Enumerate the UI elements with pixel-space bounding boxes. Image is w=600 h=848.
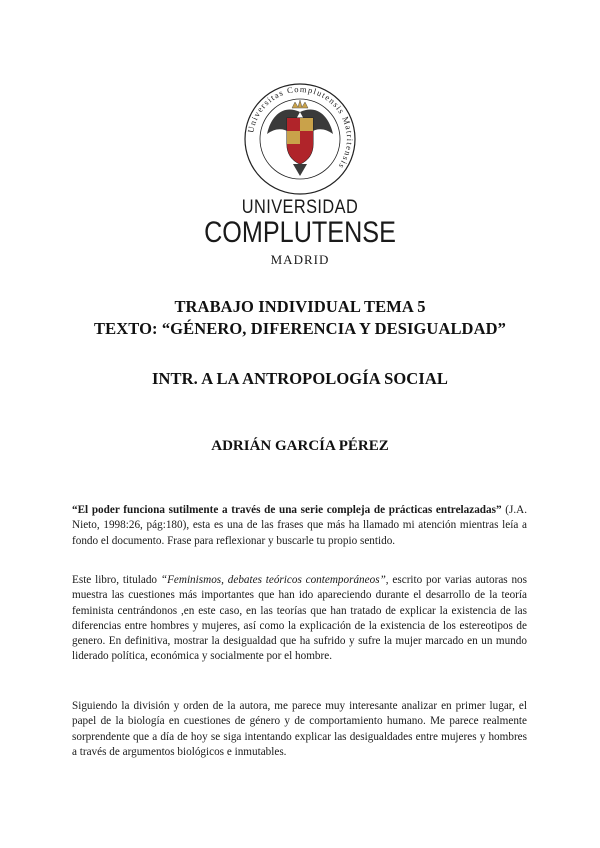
university-name-line1: UNIVERSIDAD: [241, 197, 359, 218]
author-name: ADRIÁN GARCÍA PÉREZ: [211, 438, 389, 454]
paragraph-2: [72, 573, 527, 665]
university-name-line2: COMPLUTENSE: [204, 216, 396, 249]
paragraph-3: [72, 699, 527, 760]
paragraph-1: [72, 503, 527, 549]
paragraph-3-text: Siguiendo la división y orden de la autora, me parece muy interesante analizar en primer lugar, el papel de la biología en cuestiones de género y de comportamiento humano. Me parece realmente sorprendente que a día de hoy se siga intentando explicar las desigualdades entre mujeres y hombres a través de argumentos biológicos e inmutables.: [72, 700, 527, 758]
seal-text: Universitas Complutensis Matritensis: [245, 83, 356, 172]
paragraph-2-text: , escrito por varias autoras nos muestra las cuestiones más importantes que han ido apareciendo durante el desarrollo de la teoría feminista centrándonos ,en este caso, en las teorías que han tratado de explicar la existencia de las diferencias entre hombres y mujeres, así como la explicación de la existencia de los estereotipos de genero. En definitiva, mostrar la desigualdad que ha sufrido y sufre la mujer marcado en un mundo liderado política, económica y socialmente por el hombre.: [72, 574, 527, 663]
assignment-title: TRABAJO INDIVIDUAL TEMA 5: [174, 297, 426, 316]
paragraph-2-start: Este libro, titulado: [72, 574, 161, 586]
university-city: MADRID: [270, 252, 330, 267]
text-title: TEXTO: “GÉNERO, DIFERENCIA Y DESIGUALDAD”: [94, 319, 506, 338]
university-seal-logo: [243, 82, 357, 196]
book-title: “Feminismos, debates teóricos contemporáneos”: [160, 574, 386, 586]
paragraph-1-quote: “El poder funciona sutilmente a través de una serie compleja de prácticas entrelazadas”: [72, 504, 502, 516]
course-title: INTR. A LA ANTROPOLOGÍA SOCIAL: [152, 369, 448, 388]
paragraph-1-text: (J.A. Nieto, 1998:26, pág:180), esta es una de las frases que más ha llamado mi atención mientras leía a fondo el documento. Frase para reflexionar y buscarle tu propio sentido.: [72, 504, 528, 547]
